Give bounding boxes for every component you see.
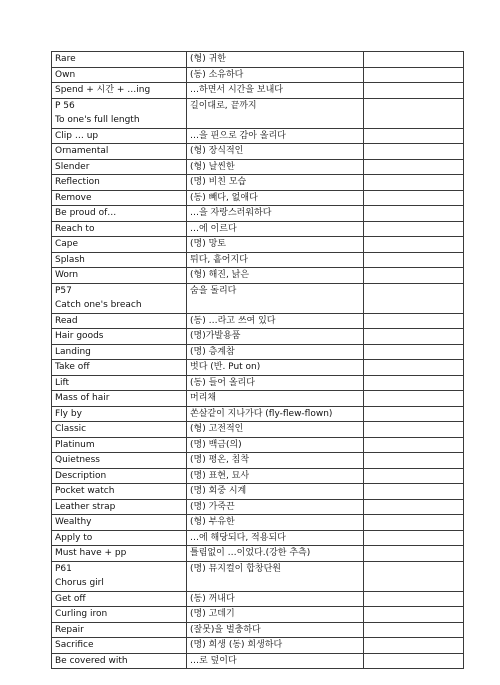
meaning-cell: (명) 회중 시계: [187, 484, 364, 500]
meaning-cell: (명) 표현, 묘사: [187, 468, 364, 484]
term-cell: Worn: [52, 268, 187, 284]
term-cell: [52, 283, 187, 313]
vocabulary-table: [51, 51, 464, 669]
table-row: [52, 329, 464, 345]
meaning-cell: 튀다, 흩어지다: [187, 252, 364, 268]
term-cell: Description: [52, 468, 187, 484]
page-marker: P61: [55, 563, 72, 574]
meaning-cell: 머리채: [187, 391, 364, 407]
note-cell: [364, 406, 464, 422]
table-row: [52, 313, 464, 329]
term-cell: Remove: [52, 190, 187, 206]
meaning-cell: …하면서 시간을 보내다: [187, 83, 364, 99]
table-row: [52, 344, 464, 360]
term-cell: Spend + 시간 + …ing: [52, 83, 187, 99]
term-cell: Lift: [52, 375, 187, 391]
note-cell: [364, 252, 464, 268]
note-cell: [364, 546, 464, 562]
note-cell: [364, 607, 464, 623]
term-cell: Reflection: [52, 175, 187, 191]
meaning-cell: (명) 뮤지컬이 합창단원: [187, 561, 364, 591]
note-cell: [364, 591, 464, 607]
note-cell: [364, 515, 464, 531]
table-row: [52, 561, 464, 591]
table-row: [52, 437, 464, 453]
meaning-cell: (형) 부유한: [187, 515, 364, 531]
term-cell: Wealthy: [52, 515, 187, 531]
table-row: [52, 515, 464, 531]
meaning-cell: (명)가발용품: [187, 329, 364, 345]
meaning-cell: (명) 층계참: [187, 344, 364, 360]
note-cell: [364, 175, 464, 191]
note-cell: [364, 128, 464, 144]
meaning-cell: (형) 고전적인: [187, 422, 364, 438]
table-row: [52, 375, 464, 391]
term-cell: [52, 561, 187, 591]
table-row: [52, 530, 464, 546]
table-row: [52, 607, 464, 623]
note-cell: [364, 52, 464, 68]
table-row: [52, 622, 464, 638]
meaning-cell: …을 자랑스러워하다: [187, 206, 364, 222]
term-cell: Clip … up: [52, 128, 187, 144]
table-row: [52, 406, 464, 422]
note-cell: [364, 530, 464, 546]
term-cell: Landing: [52, 344, 187, 360]
note-cell: [364, 391, 464, 407]
meaning-cell: (형) 해진, 낡은: [187, 268, 364, 284]
note-cell: [364, 437, 464, 453]
term-cell: Be covered with: [52, 653, 187, 669]
table-row: [52, 468, 464, 484]
table-row: [52, 453, 464, 469]
table-row: [52, 499, 464, 515]
table-row: [52, 283, 464, 313]
table-row: [52, 252, 464, 268]
note-cell: [364, 206, 464, 222]
table-row: [52, 591, 464, 607]
note-cell: [364, 638, 464, 654]
note-cell: [364, 329, 464, 345]
meaning-cell: (형) 날씬한: [187, 159, 364, 175]
table-row: [52, 159, 464, 175]
table-row: [52, 190, 464, 206]
meaning-cell: (명) 희생 (동) 희생하다: [187, 638, 364, 654]
note-cell: [364, 653, 464, 669]
note-cell: [364, 190, 464, 206]
term-text: Catch one's breach: [55, 300, 142, 310]
term-cell: Apply to: [52, 530, 187, 546]
note-cell: [364, 561, 464, 591]
note-cell: [364, 221, 464, 237]
term-cell: Repair: [52, 622, 187, 638]
note-cell: [364, 375, 464, 391]
meaning-cell: …에 해당되다, 적용되다: [187, 530, 364, 546]
table-row: [52, 206, 464, 222]
term-cell: [52, 98, 187, 128]
term-cell: Sacrifice: [52, 638, 187, 654]
term-cell: Fly by: [52, 406, 187, 422]
meaning-cell: (잘못)을 벌충하다: [187, 622, 364, 638]
note-cell: [364, 159, 464, 175]
table-row: [52, 67, 464, 83]
meaning-cell: (명) 평온, 침착: [187, 453, 364, 469]
table-row: [52, 391, 464, 407]
note-cell: [364, 268, 464, 284]
meaning-cell: (동) 들어 올리다: [187, 375, 364, 391]
table-row: [52, 52, 464, 68]
table-row: [52, 360, 464, 376]
meaning-cell: 벗다 (반. Put on): [187, 360, 364, 376]
note-cell: [364, 622, 464, 638]
table-row: [52, 546, 464, 562]
note-cell: [364, 83, 464, 99]
table-row: [52, 638, 464, 654]
table-row: [52, 268, 464, 284]
term-cell: Pocket watch: [52, 484, 187, 500]
meaning-cell: 쏜살같이 지나가다 (fly-flew-flown): [187, 406, 364, 422]
meaning-cell: …에 이르다: [187, 221, 364, 237]
meaning-cell: (동) 꺼내다: [187, 591, 364, 607]
term-cell: Must have + pp: [52, 546, 187, 562]
term-cell: Mass of hair: [52, 391, 187, 407]
term-cell: Platinum: [52, 437, 187, 453]
term-cell: Slender: [52, 159, 187, 175]
term-text: Chorus girl: [55, 578, 104, 588]
page-marker: P 56: [55, 100, 75, 111]
term-cell: Be proud of…: [52, 206, 187, 222]
table-row: [52, 175, 464, 191]
meaning-cell: …을 핀으로 감아 올리다: [187, 128, 364, 144]
meaning-cell: (명) 비친 모습: [187, 175, 364, 191]
note-cell: [364, 144, 464, 160]
table-row: [52, 144, 464, 160]
table-row: [52, 237, 464, 253]
table-row: [52, 653, 464, 669]
note-cell: [364, 453, 464, 469]
meaning-cell: (동) 소유하다: [187, 67, 364, 83]
term-cell: Cape: [52, 237, 187, 253]
meaning-cell: 숨을 돌리다: [187, 283, 364, 313]
term-cell: Curling iron: [52, 607, 187, 623]
term-cell: Reach to: [52, 221, 187, 237]
note-cell: [364, 484, 464, 500]
term-cell: Leather strap: [52, 499, 187, 515]
meaning-cell: (명) 망토: [187, 237, 364, 253]
meaning-cell: (명) 고데기: [187, 607, 364, 623]
table-row: [52, 83, 464, 99]
term-cell: Ornamental: [52, 144, 187, 160]
meaning-cell: (명) 백금(의): [187, 437, 364, 453]
meaning-cell: …로 덮이다: [187, 653, 364, 669]
term-cell: Rare: [52, 52, 187, 68]
term-cell: Hair goods: [52, 329, 187, 345]
table-row: [52, 484, 464, 500]
term-cell: Read: [52, 313, 187, 329]
note-cell: [364, 283, 464, 313]
table-row: [52, 128, 464, 144]
term-cell: Quietness: [52, 453, 187, 469]
meaning-cell: (동) …라고 쓰여 있다: [187, 313, 364, 329]
note-cell: [364, 98, 464, 128]
vocabulary-table-body: [52, 52, 464, 669]
term-cell: Splash: [52, 252, 187, 268]
page-marker: P57: [55, 285, 72, 296]
note-cell: [364, 468, 464, 484]
term-cell: Classic: [52, 422, 187, 438]
note-cell: [364, 344, 464, 360]
table-row: [52, 98, 464, 128]
table-row: [52, 422, 464, 438]
note-cell: [364, 67, 464, 83]
note-cell: [364, 422, 464, 438]
note-cell: [364, 313, 464, 329]
meaning-cell: (명) 가죽끈: [187, 499, 364, 515]
note-cell: [364, 237, 464, 253]
term-text: To one's full length: [55, 115, 140, 125]
term-cell: Take off: [52, 360, 187, 376]
note-cell: [364, 360, 464, 376]
term-cell: Get off: [52, 591, 187, 607]
meaning-cell: (형) 귀한: [187, 52, 364, 68]
meaning-cell: (형) 장식적인: [187, 144, 364, 160]
term-cell: Own: [52, 67, 187, 83]
meaning-cell: 길이대로, 끝까지: [187, 98, 364, 128]
note-cell: [364, 499, 464, 515]
meaning-cell: (동) 빼다, 없애다: [187, 190, 364, 206]
meaning-cell: 틀림없이 …이었다.(강한 추측): [187, 546, 364, 562]
table-row: [52, 221, 464, 237]
